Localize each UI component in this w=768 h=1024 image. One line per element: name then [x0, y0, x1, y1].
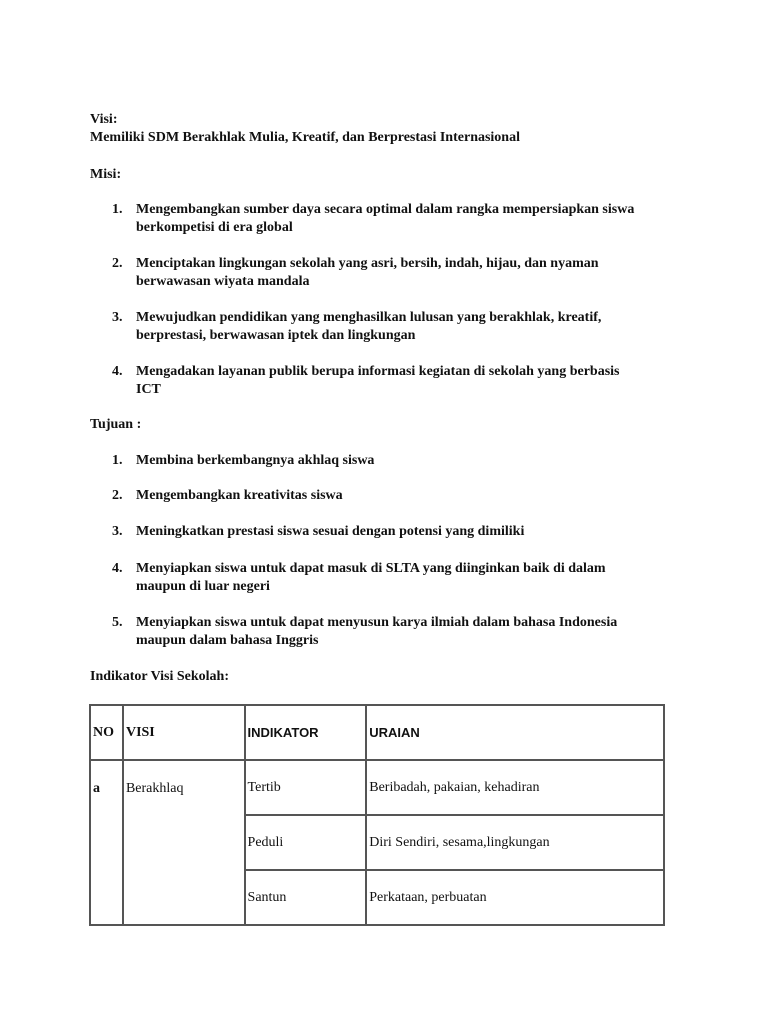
visi-heading: Visi:	[90, 112, 118, 127]
list-text: berkompetisi di era global	[136, 220, 293, 235]
list-text: Mewujudkan pendidikan yang menghasilkan lulusan yang berakhlak, kreatif,	[136, 310, 602, 325]
tujuan-heading: Tujuan :	[90, 417, 142, 432]
list-text: berwawasan wiyata mandala	[136, 274, 310, 289]
header-uraian: URAIAN	[366, 705, 664, 760]
cell-uraian: Diri Sendiri, sesama,lingkungan	[366, 815, 664, 870]
header-no: NO	[90, 705, 123, 760]
cell-indikator: Tertib	[245, 760, 367, 815]
list-number: 3.	[112, 524, 123, 539]
list-number: 1.	[112, 202, 123, 217]
list-text: berprestasi, berwawasan iptek dan lingkungan	[136, 328, 416, 343]
list-text: Meningkatkan prestasi siswa sesuai dengan potensi yang dimiliki	[136, 524, 525, 539]
header-indikator: INDIKATOR	[245, 705, 367, 760]
list-text: Menyiapkan siswa untuk dapat menyusun karya ilmiah dalam bahasa Indonesia	[136, 615, 618, 630]
list-text: Mengembangkan sumber daya secara optimal dalam rangka mempersiapkan siswa	[136, 202, 635, 217]
list-number: 3.	[112, 310, 123, 325]
list-text: Menyiapkan siswa untuk dapat masuk di SLTA yang diinginkan baik di dalam	[136, 561, 606, 576]
list-number: 2.	[112, 256, 123, 271]
list-number: 1.	[112, 453, 123, 468]
list-text: Mengembangkan kreativitas siswa	[136, 488, 343, 503]
list-number: 4.	[112, 561, 123, 576]
cell-visi: Berakhlaq	[123, 760, 245, 925]
table-row	[90, 760, 664, 815]
list-number: 4.	[112, 364, 123, 379]
cell-uraian: Perkataan, perbuatan	[366, 870, 664, 925]
cell-uraian: Beribadah, pakaian, kehadiran	[366, 760, 664, 815]
list-text: maupun dalam bahasa Inggris	[136, 633, 319, 648]
indikator-table	[89, 704, 665, 926]
list-number: 2.	[112, 488, 123, 503]
list-number: 5.	[112, 615, 123, 630]
cell-indikator: Peduli	[245, 815, 367, 870]
list-text: Membina berkembangnya akhlaq siswa	[136, 453, 375, 468]
visi-text: Memiliki SDM Berakhlak Mulia, Kreatif, dan Berprestasi Internasional	[90, 130, 520, 145]
cell-no: a	[90, 760, 123, 925]
misi-heading: Misi:	[90, 167, 122, 182]
list-text: Mengadakan layanan publik berupa informasi kegiatan di sekolah yang berbasis	[136, 364, 620, 379]
list-text: maupun di luar negeri	[136, 579, 270, 594]
list-text: ICT	[136, 382, 161, 397]
header-visi: VISI	[123, 705, 245, 760]
indikator-heading: Indikator Visi Sekolah:	[90, 669, 230, 684]
cell-indikator: Santun	[245, 870, 367, 925]
list-text: Menciptakan lingkungan sekolah yang asri, bersih, indah, hijau, dan nyaman	[136, 256, 599, 271]
table-header-row	[90, 705, 664, 760]
